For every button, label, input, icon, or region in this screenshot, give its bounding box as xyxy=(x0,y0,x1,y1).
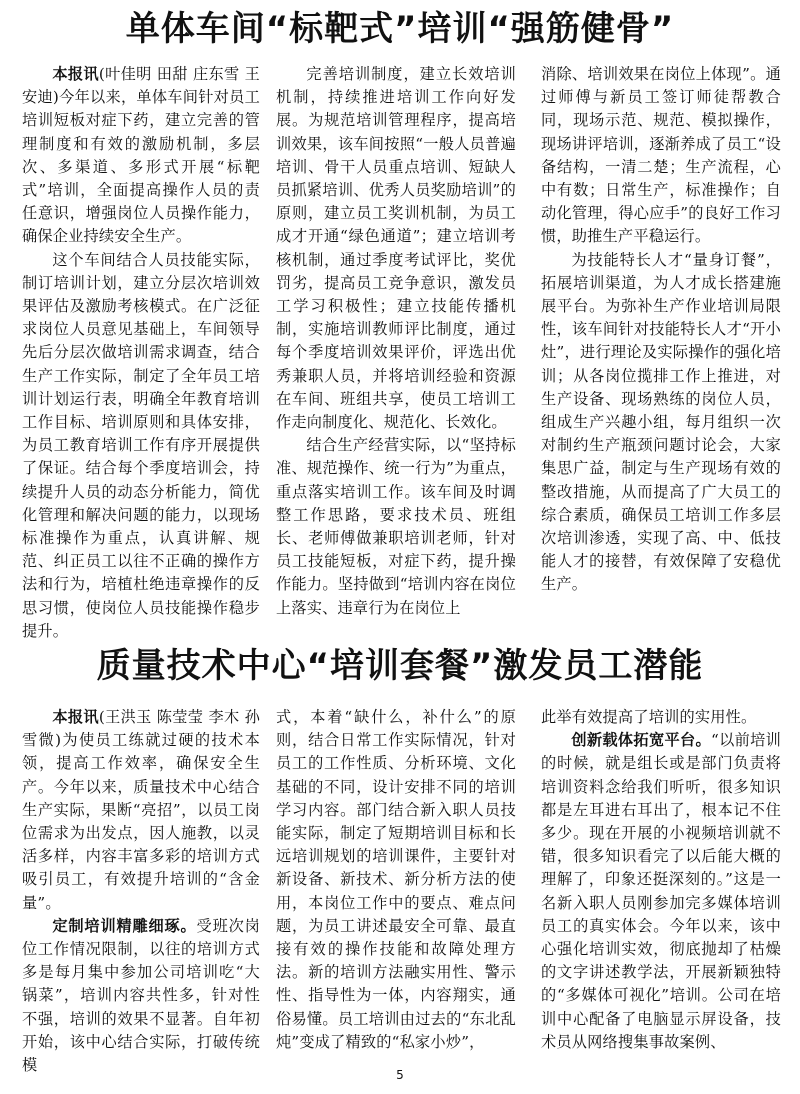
article1-headline: 单体车间“标靶式”培训“强筋健骨” xyxy=(125,9,675,49)
subsection-lead: 定制培训精雕细琢。 xyxy=(52,916,197,935)
article1-column-3 xyxy=(541,63,781,623)
article2-col2-para1: 式，本着“缺什么，补什么”的原则，结合日常工作实际情况，针对员工的工作性质、分析环境、文化基础的不同，设计安排不同的培训学习内容。部门结合新入职人员技能实际，制定了短期培训目标和长远培训规划的培训课件，主要针对新设备、新技术、新分析方法的使用，本岗位工作中的要点、难点问题，为员工讲述最安全可靠、最直接有效的操作技能和故障处理方法。新的培训方法融实用性、警示性、指导性为一体，内容翔实，通俗易懂。员工培训由过去的“东北乱炖”变成了精致的“私家小炒”， xyxy=(276,708,516,1051)
page-number: 5 xyxy=(396,1068,404,1082)
article2-column-3 xyxy=(541,706,781,1058)
article1-col2-para2: 结合生产经营实际，以“坚持标准、规范操作、统一行为”为重点，重点落实培训工作。该车间及时调整工作思路，要求技术员、班组长、老师傅做兼职培训老师，针对员工技能短板，对症下药，提升操作能力。坚持做到“培训内容在岗位上落实、违章行为在岗位上 xyxy=(276,436,516,617)
article2-col1-para2 xyxy=(22,915,260,1077)
article1-col3-para1: 消除、培训效果在岗位上体现”。通过师傅与新员工签订师徒帮教合同，现场示范、规范、模拟操作，现场讲评培训，逐渐养成了员工“设备结构，一清二楚；生产流程，心中有数；日常生产，标准操作；自动化管理，得心应手”的良好工作习惯，助推生产平稳运行。 xyxy=(541,65,781,246)
article2-col3-para2 xyxy=(541,729,781,1054)
article1-col1-para1-text: (叶佳明 田甜 庄东雪 王安迪)今年以来，单体车间针对员工培训短板对症下药，建立完善的管理制度和有效的激励机制，多层次、多渠道、多形式开展“标靶式”培训，全面提高操作人员的责任意识，增强岗位人员操作能力，确保企业持续安全生产。 xyxy=(22,65,260,246)
article2-headline: 质量技术中心“培训套餐”激发员工潜能 xyxy=(96,646,704,686)
byline-lead: 本报讯 xyxy=(52,65,99,83)
article1-column-1 xyxy=(22,63,260,640)
article2-column-1 xyxy=(22,706,260,1075)
article1-col3-para2: 为技能特长人才“量身订餐”，拓展培训渠道，为人才成长搭建施展平台。为弥补生产作业培训局限性，该车间针对技能特长人才“开小灶”，进行理论及实际操作的强化培训；从各岗位揽排工作上推进，对生产设备、现场熟练的岗位人员，组成生产兴趣小组，每月组织一次对制约生产瓶颈问题讨论会，大家集思广益，制定与生产现场有效的整改措施，从而提高了广大员工的综合素质，确保员工培训工作多层次培训渗透，实现了高、中、低技能人才的接替，有效保障了安稳优生产。 xyxy=(541,250,781,594)
article2-col1-para1 xyxy=(22,706,260,915)
article1-col1-para1 xyxy=(22,63,260,249)
article2-col3-para2-text: “以前培训的时候，就是组长或是部门负责将培训资料念给我们听听，很多知识都是左耳进右耳出了，根本记不住多少。现在开展的小视频培训就不错，很多知识看完了以后能大概的理解了，印象还挺深刻的。”这是一名新入职人员刚参加完多媒体培训员工的真实体会。今年以来，该中心强化培训实效，彻底抛却了枯燥的文字讲述教学法，开展新颖独特的“多媒体可视化”培训。公司在培训中心配备了电脑显示屏设备，技术员从网络搜集事故案例、 xyxy=(541,731,781,1051)
article2-column-2 xyxy=(276,706,516,1058)
article2-col3-para1: 此举有效提高了培训的实用性。 xyxy=(541,708,757,726)
byline-lead: 本报讯 xyxy=(52,708,99,726)
article2-col1-para1-text: (王洪玉 陈莹莹 李木 孙雪微)为使员工练就过硬的技术本领，提高工作效率，确保安全生产。今年以来，质量技术中心结合生产实际，果断“亮招”，以员工岗位需求为出发点，因人施教，以灵活多样，内容丰富多彩的培训方式吸引员工，有效提升培训的“含金量”。 xyxy=(22,708,260,912)
article2-col1-para2-text: 受班次岗位工作情况限制，以往的培训方式多是每月集中参加公司培训吃“大锅菜”，培训内容共性多，针对性不强，培训的效果不显著。自年初开始，该中心结合实际，打破传统模 xyxy=(22,916,260,1075)
article1-col1-para2: 这个车间结合人员技能实际，制订培训计划，建立分层次培训效果评估及激励考核模式。在广泛征求岗位人员意见基础上，车间领导先后分层次做培训需求调查，结合生产工作实际，制定了全年员工培训计划运行表，明确全年教育培训工作目标、培训原则和具体安排，为员工教育培训工作有序开展提供了保证。结合每个季度培训会，持续提升人员的动态分析能力，简优化管理和解决问题的能力，以现场标准操作为重点，认真讲解、规范、纠正员工以往不正确的操作方法和行为，培植杜绝违章操作的反思习惯，使岗位人员技能操作稳步提升。 xyxy=(22,250,260,640)
article1-col2-para1: 完善培训制度，建立长效培训机制，持续推进培训工作向好发展。为规范培训管理程序，提高培训效果，该车间按照“一般人员普遍培训、骨干人员重点培训、短缺人员抓紧培训、优秀人员奖励培训”的原则，建立员工奖训机制，为员工成才开通“绿色通道”；建立培训考核机制，通过季度考试评比，奖优罚劣，提高员工竞争意识，激发员工学习积极性；建立技能传播机制，实施培训教师评比制度，通过每个季度培训效果评价，评选出优秀兼职人员，并将培训经验和资源在车间、班组共享，使员工培训工作走向制度化、规范化、长效化。 xyxy=(276,65,516,432)
subsection-lead: 创新载体拓宽平台。 xyxy=(571,731,711,750)
article1-column-2 xyxy=(276,63,516,623)
